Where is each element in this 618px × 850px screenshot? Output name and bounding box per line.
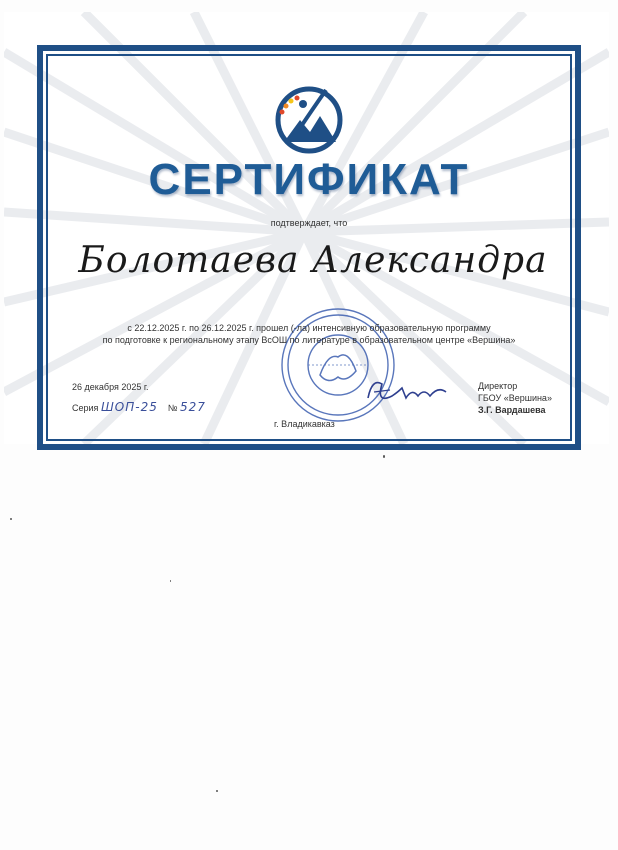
series-label: Серия <box>72 403 99 413</box>
signer-name-text: З.Г. Вардашева <box>478 405 546 415</box>
signer-name <box>478 404 552 416</box>
series-value: ШОП-25 <box>100 400 158 414</box>
certificate-title: СЕРТИФИКАТ <box>148 155 470 204</box>
scan-speck <box>170 580 171 582</box>
scan-speck <box>383 455 385 458</box>
number-label: № <box>167 403 178 413</box>
scan-speck <box>10 518 12 520</box>
signer-org: ГБОУ «Вершина» <box>478 393 552 403</box>
course-line-1: с 22.12.2025 г. по 26.12.2025 г. прошел (-ла) интенсивную образовательную программу <box>127 323 491 333</box>
course-line-2: по подготовке к региональному этапу ВсОШ по литературе в образовательном центре «Вершина» <box>102 335 516 345</box>
course-description <box>64 322 554 346</box>
number-value: 527 <box>180 400 206 414</box>
certificate <box>4 12 609 444</box>
logo-emblem-icon <box>270 80 348 158</box>
series-row <box>72 400 206 414</box>
signature-icon <box>362 374 452 414</box>
city: г. Владикавказ <box>274 419 335 429</box>
confirms-text: подтверждает, что <box>270 218 348 228</box>
signer-title: Директор <box>478 381 518 391</box>
scan-speck <box>216 790 218 792</box>
director-block <box>478 380 552 416</box>
issue-date: 26 декабря 2025 г. <box>72 382 149 392</box>
recipient-name: Болотаева Александра <box>78 240 548 281</box>
